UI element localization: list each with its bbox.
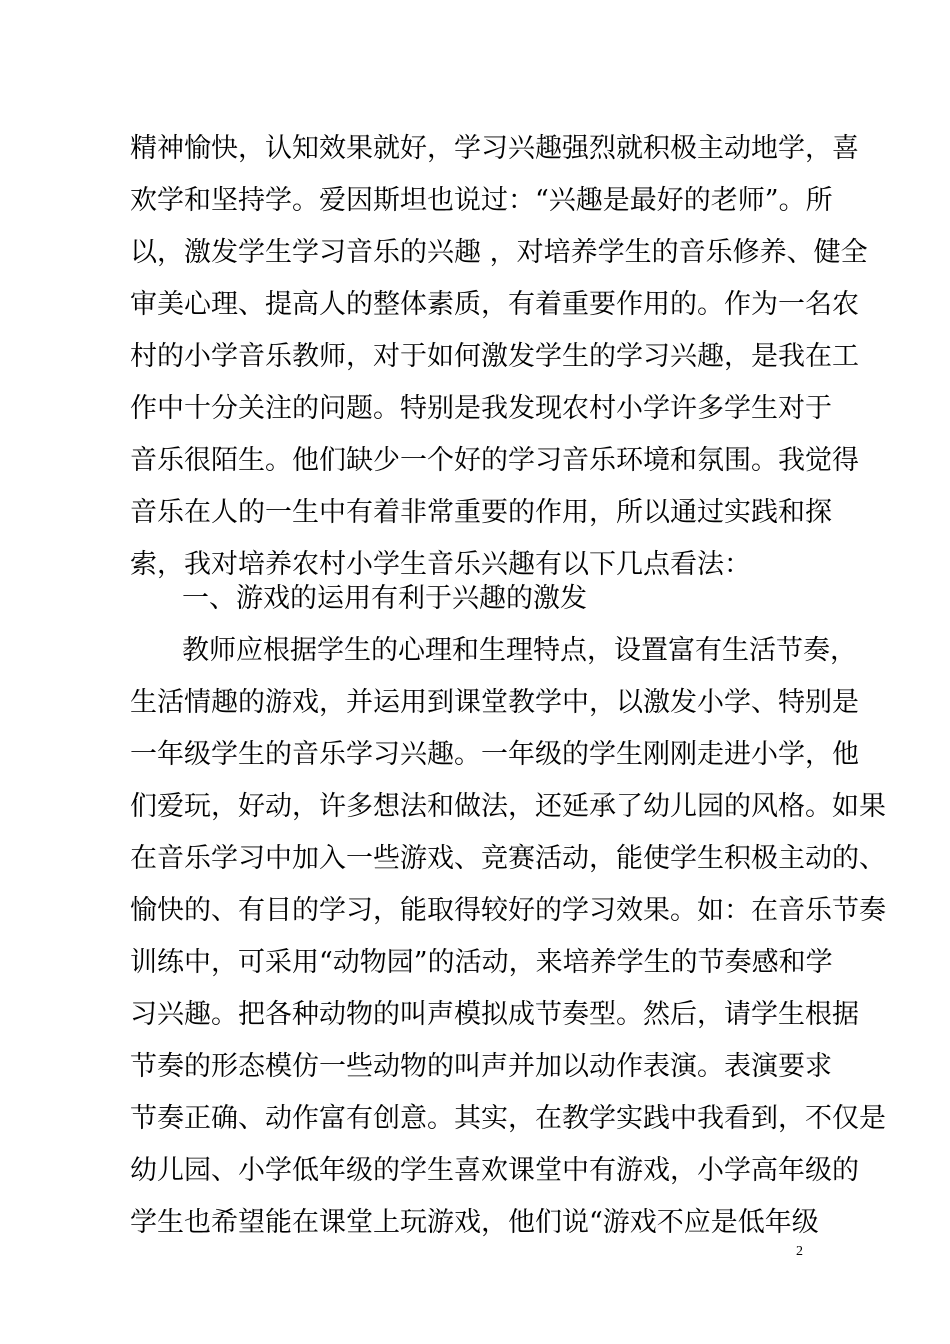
paragraph-2-line-12: 学生也希望能在课堂上玩游戏，他们说“游戏不应是低年级	[130, 1207, 819, 1238]
paragraph-1-line-7: 音乐很陌生。他们缺少一个好的学习音乐环境和氛围。我觉得	[130, 445, 859, 476]
paragraph-2-line-10: 节奏正确、动作富有创意。其实，在教学实践中我看到，不仅是	[130, 1103, 886, 1134]
paragraph-1-line-8: 音乐在人的一生中有着非常重要的作用，所以通过实践和探	[130, 497, 832, 528]
paragraph-2-line-5: 在音乐学习中加入一些游戏、竞赛活动，能使学生积极主动的、	[130, 843, 886, 874]
paragraph-2-line-8: 习兴趣。把各种动物的叫声模拟成节奏型。然后，请学生根据	[130, 999, 859, 1030]
paragraph-1-line-2: 欢学和坚持学。爱因斯坦也说过：“兴趣是最好的老师”。所	[130, 185, 833, 216]
paragraph-2-line-2: 生活情趣的游戏，并运用到课堂教学中，以激发小学、特别是	[130, 687, 859, 718]
paragraph-1-line-1: 精神愉快，认知效果就好，学习兴趣强烈就积极主动地学，喜	[130, 133, 859, 164]
paragraph-2-line-4: 们爱玩，好动，许多想法和做法，还延承了幼儿园的风格。如果	[130, 791, 886, 822]
paragraph-2-line-11: 幼儿园、小学低年级的学生喜欢课堂中有游戏，小学高年级的	[130, 1155, 859, 1186]
paragraph-2-line-6: 愉快的、有目的学习，能取得较好的学习效果。如：在音乐节奏	[130, 895, 886, 926]
section-heading: 一、游戏的运用有利于兴趣的激发	[182, 583, 587, 614]
page-number: 2	[796, 1244, 803, 1259]
paragraph-1-line-3: 以，激发学生学习音乐的兴趣 ，对培养学生的音乐修养、健全	[130, 237, 868, 268]
paragraph-2-line-9: 节奏的形态模仿一些动物的叫声并加以动作表演。表演要求	[130, 1051, 832, 1082]
paragraph-2-line-3: 一年级学生的音乐学习兴趣。一年级的学生刚刚走进小学，他	[130, 739, 859, 770]
paragraph-2-line-7: 训练中，可采用“动物园”的活动，来培养学生的节奏感和学	[130, 947, 833, 978]
paragraph-2-line-1: 教师应根据学生的心理和生理特点，设置富有生活节奏，	[182, 635, 857, 666]
paragraph-1-line-6: 作中十分关注的问题。特别是我发现农村小学许多学生对于	[130, 393, 832, 424]
paragraph-1-line-5: 村的小学音乐教师，对于如何激发学生的学习兴趣，是我在工	[130, 341, 859, 372]
paragraph-1-line-4: 审美心理、提高人的整体素质，有着重要作用的。作为一名农	[130, 289, 859, 320]
paragraph-1-line-9: 索，我对培养农村小学生音乐兴趣有以下几点看法：	[130, 549, 751, 580]
